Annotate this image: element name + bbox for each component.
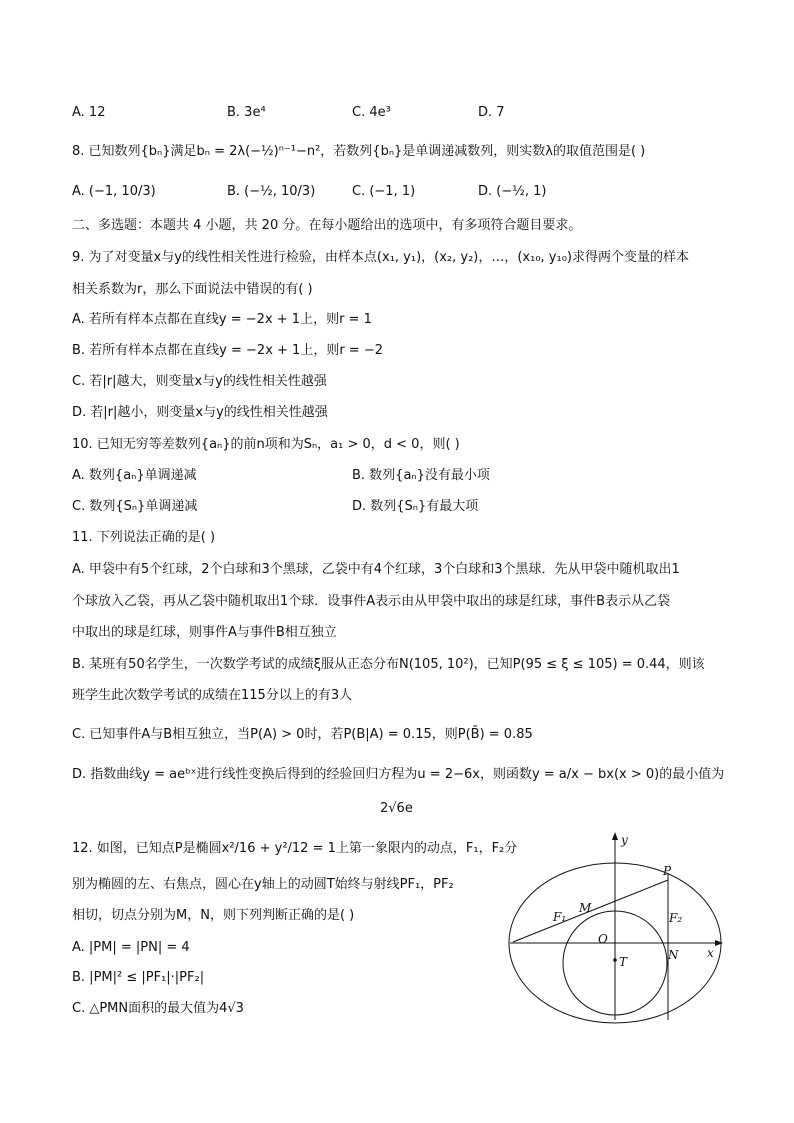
q8-option-c: C. (−1, 1) bbox=[352, 184, 416, 199]
point-t bbox=[613, 958, 617, 962]
q12-stem-line2: 别为椭圆的左、右焦点，圆心在y轴上的动圆T始终与射线PF₁，PF₂ bbox=[72, 877, 454, 892]
label-m: M bbox=[579, 901, 592, 915]
q9-stem-line2: 相关系数为r，那么下面说法中错误的有( ) bbox=[72, 282, 313, 297]
label-f2: F₂ bbox=[669, 911, 683, 925]
label-y: y bbox=[621, 833, 628, 847]
label-x: x bbox=[707, 946, 714, 960]
label-p: P bbox=[663, 864, 672, 878]
q8-option-b: B. (−½, 10/3) bbox=[227, 184, 316, 199]
q11-option-a-line2: 个球放入乙袋，再从乙袋中随机取出1个球．设事件A表示由从甲袋中取出的球是红球，事件B表示从乙袋 bbox=[72, 594, 671, 609]
q10-option-d: D. 数列{Sₙ}有最大项 bbox=[352, 499, 479, 514]
q11-option-d-line1: D. 指数曲线y = aeᵇˣ进行线性变换后得到的经验回归方程为u = 2−6x，则函数y = a/x − bx(x > 0)的最小值为 bbox=[72, 767, 725, 782]
x-axis-arrow bbox=[715, 940, 723, 946]
q11-option-d-line2: 2√6e bbox=[380, 801, 413, 816]
label-o: O bbox=[598, 932, 608, 946]
q12-option-a: A. |PM| = |PN| = 4 bbox=[72, 940, 190, 955]
q9-option-c: C. 若|r|越大，则变量x与y的线性相关性越强 bbox=[72, 374, 327, 389]
q8-option-a: A. (−1, 10/3) bbox=[72, 184, 156, 199]
q11-option-b-line2: 班学生此次数学考试的成绩在115分以上的有3人 bbox=[72, 688, 353, 703]
label-n: N bbox=[668, 948, 679, 962]
q10-stem: 10. 已知无穷等差数列{aₙ}的前n项和为Sₙ，a₁ > 0，d < 0，则( ) bbox=[72, 437, 460, 452]
q7-option-c: C. 4e³ bbox=[352, 105, 391, 120]
q11-option-a-line1: A. 甲袋中有5个红球，2个白球和3个黑球，乙袋中有4个红球，3个白球和3个黑球．先从甲袋中随机取出1 bbox=[72, 562, 680, 577]
q11-option-a-line3: 中取出的球是红球，则事件A与事件B相互独立 bbox=[72, 625, 337, 640]
q7-option-a: A. 12 bbox=[72, 105, 106, 120]
q12-stem-line3: 相切，切点分别为M，N，则下列判断正确的是( ) bbox=[72, 908, 355, 923]
q9-option-b: B. 若所有样本点都在直线y = −2x + 1上，则r = −2 bbox=[72, 343, 383, 358]
q7-option-b: B. 3e⁴ bbox=[227, 105, 266, 120]
q8-option-d: D. (−½, 1) bbox=[478, 184, 547, 199]
q11-option-b-line1: B. 某班有50名学生，一次数学考试的成绩ξ服从正态分布N(105, 10²)，已知P(95 ≤ ξ ≤ 105) = 0.44，则该 bbox=[72, 657, 705, 672]
ellipse-figure bbox=[505, 828, 730, 1028]
q11-option-c: C. 已知事件A与B相互独立，当P(A) > 0时，若P(B|A) = 0.15，则P(B̄) = 0.85 bbox=[72, 727, 533, 742]
q8-stem: 8. 已知数列{bₙ}满足bₙ = 2λ(−½)ⁿ⁻¹−n²，若数列{bₙ}是单调递减数列，则实数λ的取值范围是( ) bbox=[72, 144, 646, 159]
q9-option-d: D. 若|r|越小，则变量x与y的线性相关性越强 bbox=[72, 405, 328, 420]
q10-option-a: A. 数列{aₙ}单调递减 bbox=[72, 468, 197, 483]
q12-option-b: B. |PM|² ≤ |PF₁|·|PF₂| bbox=[72, 970, 205, 985]
y-axis-arrow bbox=[612, 832, 618, 840]
q12-option-c: C. △PMN面积的最大值为4√3 bbox=[72, 1001, 244, 1016]
q10-option-c: C. 数列{Sₙ}单调递减 bbox=[72, 499, 198, 514]
section-heading: 二、多选题：本题共 4 小题，共 20 分。在每小题给出的选项中，有多项符合题目要求。 bbox=[72, 218, 582, 233]
q9-stem-line1: 9. 为了对变量x与y的线性相关性进行检验，由样本点(x₁, y₁)，(x₂, y₂)，…，(x₁₀, y₁₀)求得两个变量的样本 bbox=[72, 250, 689, 265]
q11-stem: 11. 下列说法正确的是( ) bbox=[72, 530, 216, 545]
q12-stem-line1: 12. 如图，已知点P是椭圆x²/16 + y²/12 = 1上第一象限内的动点，F₁，F₂分 bbox=[72, 841, 518, 856]
q7-option-d: D. 7 bbox=[478, 105, 505, 120]
q9-option-a: A. 若所有样本点都在直线y = −2x + 1上，则r = 1 bbox=[72, 312, 372, 327]
q10-option-b: B. 数列{aₙ}没有最小项 bbox=[352, 468, 490, 483]
label-f1: F₁ bbox=[553, 910, 567, 924]
label-t: T bbox=[619, 955, 628, 969]
